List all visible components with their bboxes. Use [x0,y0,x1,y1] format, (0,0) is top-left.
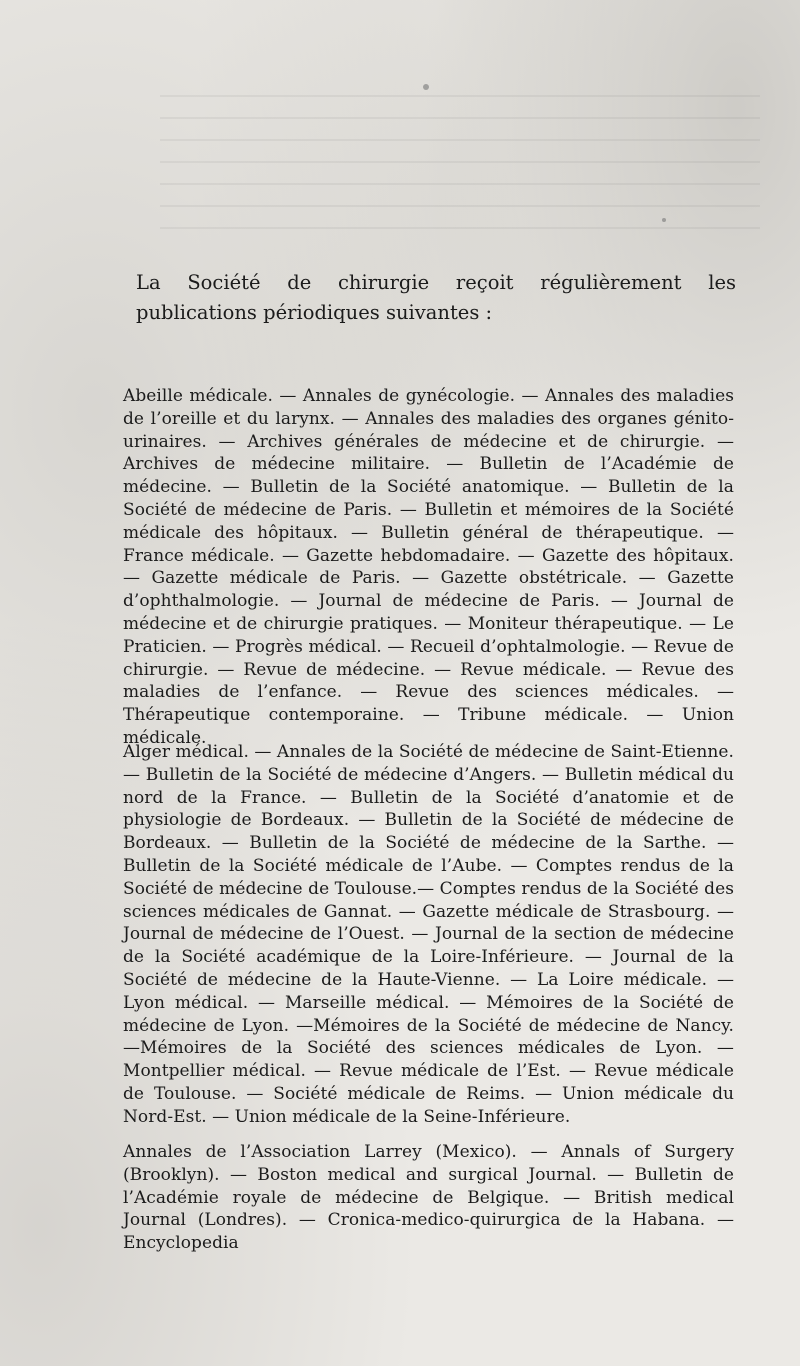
ink-speck [423,84,429,90]
body-paragraph-provincial-journals: Alger médical. — Annales de la Société de médecine de Saint-Etienne. — Bulletin de la Société de médecine d’Angers. — Bulletin médical du nord de la France. — Bulletin de la Société d’anatomie et de physiologie de Bordeaux. — Bulletin de la Société de médecine de Bordeaux. — Bulletin de la Société de médecine de la Sarthe. — Bulletin de la Société médicale de l’Aube. — Comptes rendus de la Société de médecine de Toulouse.— Comptes rendus de la Société des sciences médicales de Gannat. — Gazette médicale de Strasbourg. — Journal de médecine de l’Ouest. — Journal de la section de médecine de la Société académique de la Loire-Inférieure. — Journal de la Société de médecine de la Haute-Vienne. — La Loire médicale. — Lyon médical. — Marseille médical. — Mémoires de la Société de médecine de Lyon. —Mémoires de la Société de médecine de Nancy.—Mémoires de la Société des sciences médicales de Lyon. — Montpellier médical. — Revue médicale de l’Est. — Revue médicale de Toulouse. — Société médicale de Reims. — Union médicale du Nord-Est. — Union médicale de la Seine-Inférieure. [123,742,734,1127]
body-paragraph-paris-journals: Abeille médicale. — Annales de gynécologie. — Annales des maladies de l’oreille et du larynx. — Annales des maladies des organes génito-urinaires. — Archives générales de médecine et de chirurgie. — Archives de médecine militaire. — Bulletin de l’Académie de médecine. — Bulletin de la Société anatomique. — Bulletin de la Société de médecine de Paris. — Bulletin et mémoires de la Société médicale des hôpitaux. — Bulletin général de thérapeutique. — France médicale. — Gazette hebdomadaire. — Gazette des hôpitaux. — Gazette médicale de Paris. — Gazette obstétricale. — Gazette d’ophthalmologie. — Journal de médecine de Paris. — Journal de médecine et de chirurgie pratiques. — Moniteur thérapeutique. — Le Praticien. — Progrès médical. — Recueil d’ophtalmologie. — Revue de chirurgie. — Revue de médecine. — Revue médicale. — Revue des maladies de l’enfance. — Revue des sciences médicales. — Thérapeutique contemporaine. — Tribune médicale. — Union médicale. [123,386,734,748]
ink-speck [662,218,666,222]
body-paragraph-foreign-journals: Annales de l’Association Larrey (Mexico). — Annals of Surgery (Brooklyn). — Boston medical and surgical Journal. — Bulletin de l’Académie royale de médecine de Belgique. — British medical Journal (Londres). — Cronica-medico-quirurgica de la Habana. —Encyclopedia [123,1142,734,1254]
bleed-through-text [160,95,760,235]
intro-paragraph: La Société de chirurgie reçoit régulièrement les publications périodiques suivantes : [136,271,736,324]
